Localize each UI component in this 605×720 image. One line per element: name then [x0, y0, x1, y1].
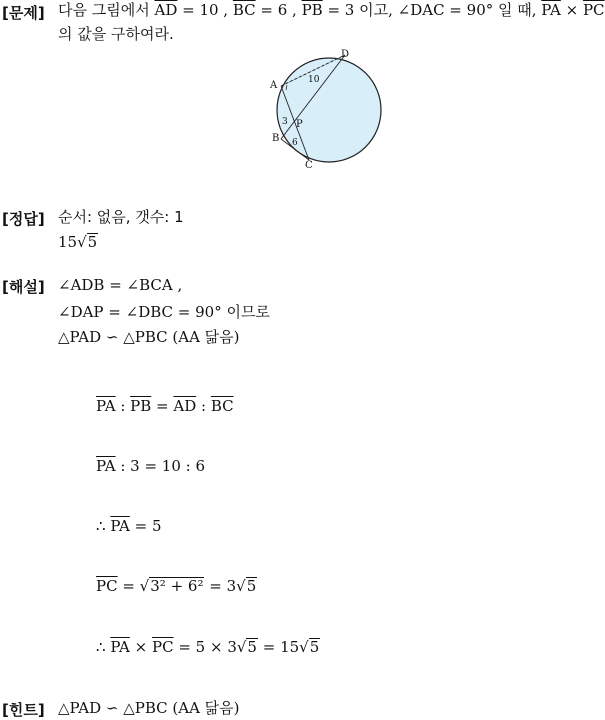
hint-text: △PAD ∽ △PBC (AA 닮음)	[58, 699, 240, 717]
equation-3: ∴ $\overline{PA} = 5$	[96, 517, 162, 535]
segment-pc: $\overline{PC}$	[582, 1, 605, 19]
label-6: 6	[292, 138, 298, 148]
label-b: B	[272, 133, 280, 144]
problem-line-2: 의 값을 구하여라.	[58, 25, 174, 43]
explanation-line-2: ∠DAP = ∠DBC = 90° 이므로	[58, 303, 270, 321]
label-3: 3	[282, 117, 288, 127]
label-d: D	[341, 49, 350, 60]
label-p: P	[296, 119, 303, 130]
equation-4: $\overline{PC} = √3^2 + 6^2 = 3√5$	[96, 577, 257, 595]
hint-label: [힌트]	[2, 701, 45, 719]
answer-value: 15√5	[58, 233, 98, 251]
label-a: A	[270, 80, 278, 91]
label-c: C	[305, 160, 313, 171]
answer-label: [정답]	[2, 210, 45, 228]
segment-ad: $\overline{AD}$	[154, 1, 178, 19]
circle-figure	[262, 44, 387, 172]
explanation-label: [해설]	[2, 278, 45, 296]
segment-bc: $\overline{BC}$	[232, 1, 256, 19]
explanation-line-1: ∠ADB = ∠BCA ,	[58, 276, 183, 294]
equation-5: ∴ $\overline{PA} \times \overline{PC} = 5 \times 3√5 = 15√5$	[96, 638, 320, 656]
label-10: 10	[308, 75, 320, 85]
answer-order: 순서: 없음, 갯수: 1	[58, 208, 184, 226]
problem-line-1: 다음 그림에서 $\overline{AD} = 10$ , $\overline{BC} = 6$ , $\overline{PB} = 3$ 이고, ∠DAC = 90° 일 때, $\overline{PA} \times \overline{PC}$	[58, 1, 605, 19]
segment-pb: $\overline{PB}$	[301, 1, 323, 19]
problem-label: [문제]	[2, 4, 45, 22]
explanation-line-3: △PAD ∽ △PBC (AA 닮음)	[58, 328, 240, 346]
segment-pa: $\overline{PA}$	[541, 1, 561, 19]
equation-2: $\overline{PA}$ : 3 = 10 : 6	[96, 457, 206, 475]
equation-1: $\overline{PA}$ : $\overline{PB} = \overline{AD}$ : $\overline{BC}$	[96, 397, 234, 415]
